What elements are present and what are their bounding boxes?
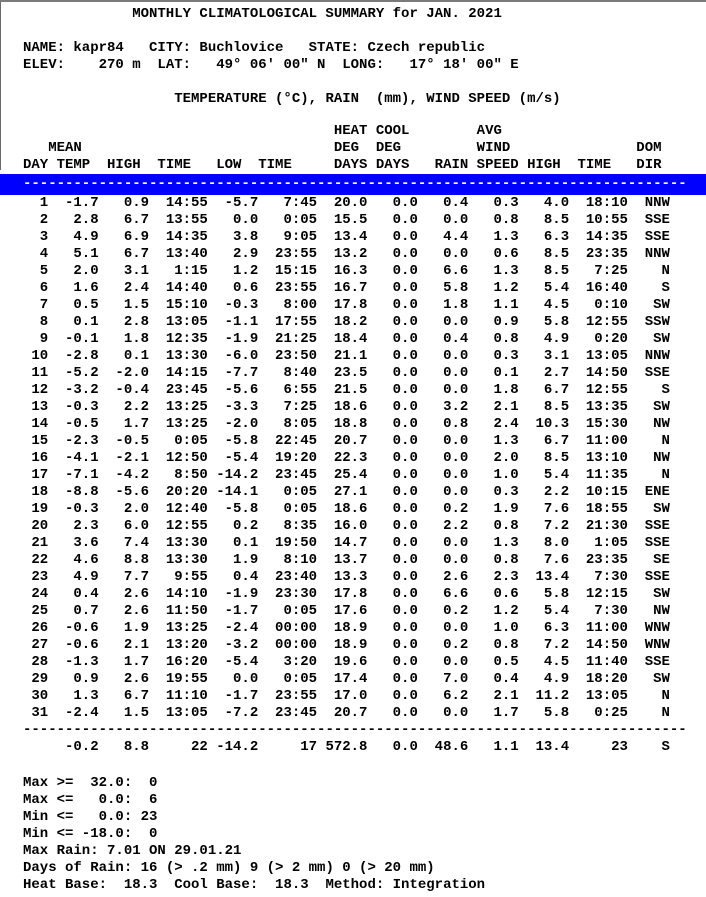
station-line-1: NAME: kapr84 CITY: Buchlovice STATE: Czech republic xyxy=(23,40,486,56)
monthly-climate-report xyxy=(0,6,706,894)
table-row[interactable]: 13 -0.3 2.2 13:25 -3.3 7:25 18.6 0.0 3.2 2.1 8.5 13:35 SW xyxy=(23,399,670,415)
selected-divider-row[interactable]: ------------------------------------------------------------------------------- xyxy=(0,174,706,195)
table-row[interactable]: 10 -2.8 0.1 13:30 -6.0 23:50 21.1 0.0 0.0 0.3 3.1 13:05 NNW xyxy=(23,348,670,364)
table-row[interactable]: 18 -8.8 -5.6 20:20 -14.1 0:05 27.1 0.0 0.0 0.3 2.2 10:15 ENE xyxy=(23,484,670,500)
table-row[interactable]: 12 -3.2 -0.4 23:45 -5.6 6:55 21.5 0.0 0.0 1.8 6.7 12:55 S xyxy=(23,382,670,398)
table-header-line-2: MEAN DEG DEG WIND DOM xyxy=(23,140,662,156)
table-row[interactable]: 14 -0.5 1.7 13:25 -2.0 8:05 18.8 0.0 0.8 2.4 10.3 15:30 NW xyxy=(23,416,670,432)
table-row[interactable]: 21 3.6 7.4 13:30 0.1 19:50 14.7 0.0 0.0 1.3 8.0 1:05 SSE xyxy=(23,535,670,551)
table-row[interactable]: 25 0.7 2.6 11:50 -1.7 0:05 17.6 0.0 0.2 1.2 5.4 7:30 NW xyxy=(23,603,670,619)
table-row[interactable]: 24 0.4 2.6 14:10 -1.9 23:30 17.8 0.0 6.6 0.6 5.8 12:15 SW xyxy=(23,586,670,602)
table-row[interactable]: 15 -2.3 -0.5 0:05 -5.8 22:45 20.7 0.0 0.0 1.3 6.7 11:00 N xyxy=(23,433,670,449)
window-edge-line xyxy=(0,2,1,170)
table-row[interactable]: 26 -0.6 1.9 13:25 -2.4 00:00 18.9 0.0 0.0 1.0 6.3 11:00 WNW xyxy=(23,620,670,636)
table-row[interactable]: 5 2.0 3.1 1:15 1.2 15:15 16.3 0.0 6.6 1.3 8.5 7:25 N xyxy=(23,263,670,279)
table-row[interactable]: 23 4.9 7.7 9:55 0.4 23:40 13.3 0.0 2.6 2.3 13.4 7:30 SSE xyxy=(23,569,670,585)
stat-max-rain: Max Rain: 7.01 ON 29.01.21 xyxy=(23,843,242,859)
table-row[interactable]: 27 -0.6 2.1 13:20 -3.2 00:00 18.9 0.0 0.2 0.8 7.2 14:50 WNW xyxy=(23,637,670,653)
table-rows xyxy=(0,195,706,722)
stat-max-above: Max >= 32.0: 0 xyxy=(23,775,158,791)
units-line: TEMPERATURE (°C), RAIN (mm), WIND SPEED (m/s) xyxy=(174,91,561,107)
table-row[interactable]: 4 5.1 6.7 13:40 2.9 23:55 13.2 0.0 0.0 0.6 8.5 23:35 NNW xyxy=(23,246,670,262)
summary-stats xyxy=(0,775,706,894)
table-header-line-3: DAY TEMP HIGH TIME LOW TIME DAYS DAYS RAIN SPEED HIGH TIME DIR xyxy=(23,157,662,173)
table-row[interactable]: 28 -1.3 1.7 16:20 -5.4 3:20 19.6 0.0 0.0 0.5 4.5 11:40 SSE xyxy=(23,654,670,670)
table-row[interactable]: 20 2.3 6.0 12:55 0.2 8:35 16.0 0.0 2.2 0.8 7.2 21:30 SSE xyxy=(23,518,670,534)
table-row[interactable]: 6 1.6 2.4 14:40 0.6 23:55 16.7 0.0 5.8 1.2 5.4 16:40 S xyxy=(23,280,670,296)
table-row[interactable]: 9 -0.1 1.8 12:35 -1.9 21:25 18.4 0.0 0.4 0.8 4.9 0:20 SW xyxy=(23,331,670,347)
report-title: MONTHLY CLIMATOLOGICAL SUMMARY for JAN. 2021 xyxy=(132,6,502,22)
stat-min-below: Min <= 0.0: 23 xyxy=(23,809,158,825)
totals-row: -0.2 8.8 22 -14.2 17 572.8 0.0 48.6 1.1 13.4 23 S xyxy=(23,739,670,755)
table-header-line-1: HEAT COOL AVG xyxy=(23,123,502,139)
table-row[interactable]: 19 -0.3 2.0 12:40 -5.8 0:05 18.6 0.0 0.2 1.9 7.6 18:55 SW xyxy=(23,501,670,517)
table-row[interactable]: 31 -2.4 1.5 13:05 -7.2 23:45 20.7 0.0 0.0 1.7 5.8 0:25 N xyxy=(23,705,670,721)
table-row[interactable]: 30 1.3 6.7 11:10 -1.7 23:55 17.0 0.0 6.2 2.1 11.2 13:05 N xyxy=(23,688,670,704)
table-row[interactable]: 8 0.1 2.8 13:05 -1.1 17:55 18.2 0.0 0.0 0.9 5.8 12:55 SSW xyxy=(23,314,670,330)
table-row[interactable]: 1 -1.7 0.9 14:55 -5.7 7:45 20.0 0.0 0.4 0.3 4.0 18:10 NNW xyxy=(23,195,670,211)
table-row[interactable]: 11 -5.2 -2.0 14:15 -7.7 8:40 23.5 0.0 0.0 0.1 2.7 14:50 SSE xyxy=(23,365,670,381)
table-row[interactable]: 7 0.5 1.5 15:10 -0.3 8:00 17.8 0.0 1.8 1.1 4.5 0:10 SW xyxy=(23,297,670,313)
table-row[interactable]: 3 4.9 6.9 14:35 3.8 9:05 13.4 0.0 4.4 1.3 6.3 14:35 SSE xyxy=(23,229,670,245)
stat-max-below: Max <= 0.0: 6 xyxy=(23,792,158,808)
stat-days-of-rain: Days of Rain: 16 (> .2 mm) 9 (> 2 mm) 0 (> 20 mm) xyxy=(23,860,435,876)
stat-heat-cool-base: Heat Base: 18.3 Cool Base: 18.3 Method: Integration xyxy=(23,877,486,893)
table-row[interactable]: 22 4.6 8.8 13:30 1.9 8:10 13.7 0.0 0.0 0.8 7.6 23:35 SE xyxy=(23,552,670,568)
table-divider: ------------------------------------------------------------------------------- xyxy=(23,722,687,738)
station-line-2: ELEV: 270 m LAT: 49° 06' 00" N LONG: 17° 18' 00" E xyxy=(23,57,519,73)
table-row[interactable]: 2 2.8 6.7 13:55 0.0 0:05 15.5 0.0 0.0 0.8 8.5 10:55 SSE xyxy=(23,212,670,228)
stat-min-below-neg18: Min <= -18.0: 0 xyxy=(23,826,158,842)
table-row[interactable]: 17 -7.1 -4.2 8:50 -14.2 23:45 25.4 0.0 0.0 1.0 5.4 11:35 N xyxy=(23,467,670,483)
table-row[interactable]: 29 0.9 2.6 19:55 0.0 0:05 17.4 0.0 7.0 0.4 4.9 18:20 SW xyxy=(23,671,670,687)
table-row[interactable]: 16 -4.1 -2.1 12:50 -5.4 19:20 22.3 0.0 0.0 2.0 8.5 13:10 NW xyxy=(23,450,670,466)
